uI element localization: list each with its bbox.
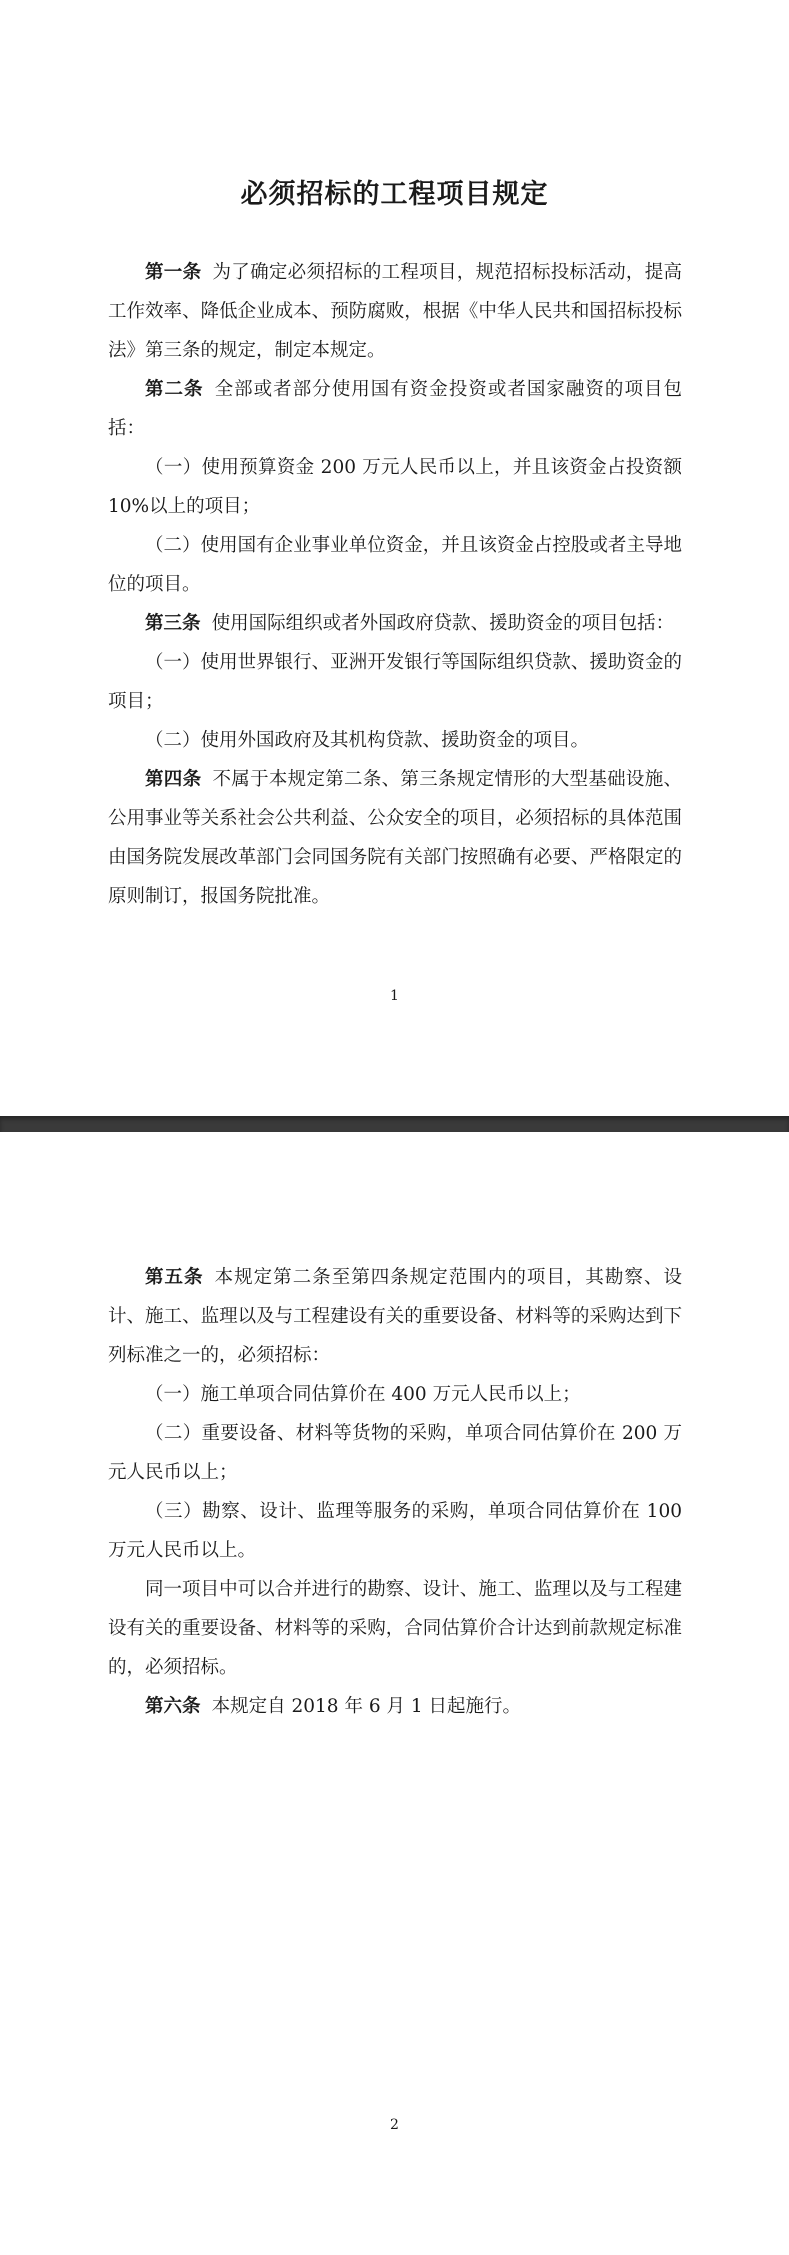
document-title: 必须招标的工程项目规定 bbox=[240, 179, 549, 210]
document-page-1 bbox=[0, 0, 789, 1116]
document-page-2 bbox=[0, 1132, 789, 2255]
article-3-text: 使用国际组织或者外国政府贷款、援助资金的项目包括： bbox=[211, 613, 675, 634]
page-2-body bbox=[108, 1258, 682, 1726]
article-1-label: 第一条 bbox=[145, 262, 202, 283]
article-5-item-1: （一）施工单项合同估算价在 400 万元人民币以上； bbox=[145, 1384, 581, 1405]
article-2 bbox=[108, 370, 682, 448]
article-3-item-1: （一）使用世界银行、亚洲开发银行等国际组织贷款、援助资金的项目； bbox=[108, 652, 682, 712]
article-2-item-2: （二）使用国有企业事业单位资金，并且该资金占控股或者主导地位的项目。 bbox=[108, 535, 682, 595]
page-divider bbox=[0, 1116, 789, 1132]
article-5-item-3: （三）勘察、设计、监理等服务的采购，单项合同估算价在 100 万元人民币以上。 bbox=[108, 1501, 682, 1561]
page-1-body bbox=[108, 253, 682, 916]
article-2-label: 第二条 bbox=[145, 379, 204, 400]
article-5-paragraph-2: 同一项目中可以合并进行的勘察、设计、施工、监理以及与工程建设有关的重要设备、材料等的采购，合同估算价合计达到前款规定标准的，必须招标。 bbox=[108, 1579, 682, 1678]
article-5 bbox=[108, 1258, 682, 1375]
article-2-text: 全部或者部分使用国有资金投资或者国家融资的项目包括： bbox=[108, 379, 682, 439]
article-1 bbox=[108, 253, 682, 370]
article-1-text: 为了确定必须招标的工程项目，规范招标投标活动，提高工作效率、降低企业成本、预防腐败，根据《中华人民共和国招标投标法》第三条的规定，制定本规定。 bbox=[108, 262, 682, 361]
article-5-label: 第五条 bbox=[145, 1267, 204, 1288]
article-6 bbox=[108, 1687, 682, 1726]
article-6-text: 本规定自 2018 年 6 月 1 日起施行。 bbox=[211, 1696, 522, 1717]
article-5-text: 本规定第二条至第四条规定范围内的项目，其勘察、设计、施工、监理以及与工程建设有关的重要设备、材料等的采购达到下列标准之一的，必须招标： bbox=[108, 1267, 682, 1366]
article-4-text: 不属于本规定第二条、第三条规定情形的大型基础设施、公用事业等关系社会公共利益、公众安全的项目，必须招标的具体范围由国务院发展改革部门会同国务院有关部门按照确有必要、严格限定的原则制订，报国务院批准。 bbox=[108, 769, 682, 907]
article-5-item-2: （二）重要设备、材料等货物的采购，单项合同估算价在 200 万元人民币以上； bbox=[108, 1423, 682, 1483]
article-4 bbox=[108, 760, 682, 916]
article-3 bbox=[108, 604, 682, 643]
article-3-label: 第三条 bbox=[145, 613, 201, 634]
article-3-item-2: （二）使用外国政府及其机构贷款、援助资金的项目。 bbox=[145, 730, 590, 751]
article-2-item-1: （一）使用预算资金 200 万元人民币以上，并且该资金占投资额 10%以上的项目； bbox=[108, 457, 682, 517]
page-number: 1 bbox=[390, 988, 399, 1004]
article-6-label: 第六条 bbox=[145, 1696, 201, 1717]
page-number: 2 bbox=[390, 2117, 399, 2133]
article-4-label: 第四条 bbox=[145, 769, 202, 790]
